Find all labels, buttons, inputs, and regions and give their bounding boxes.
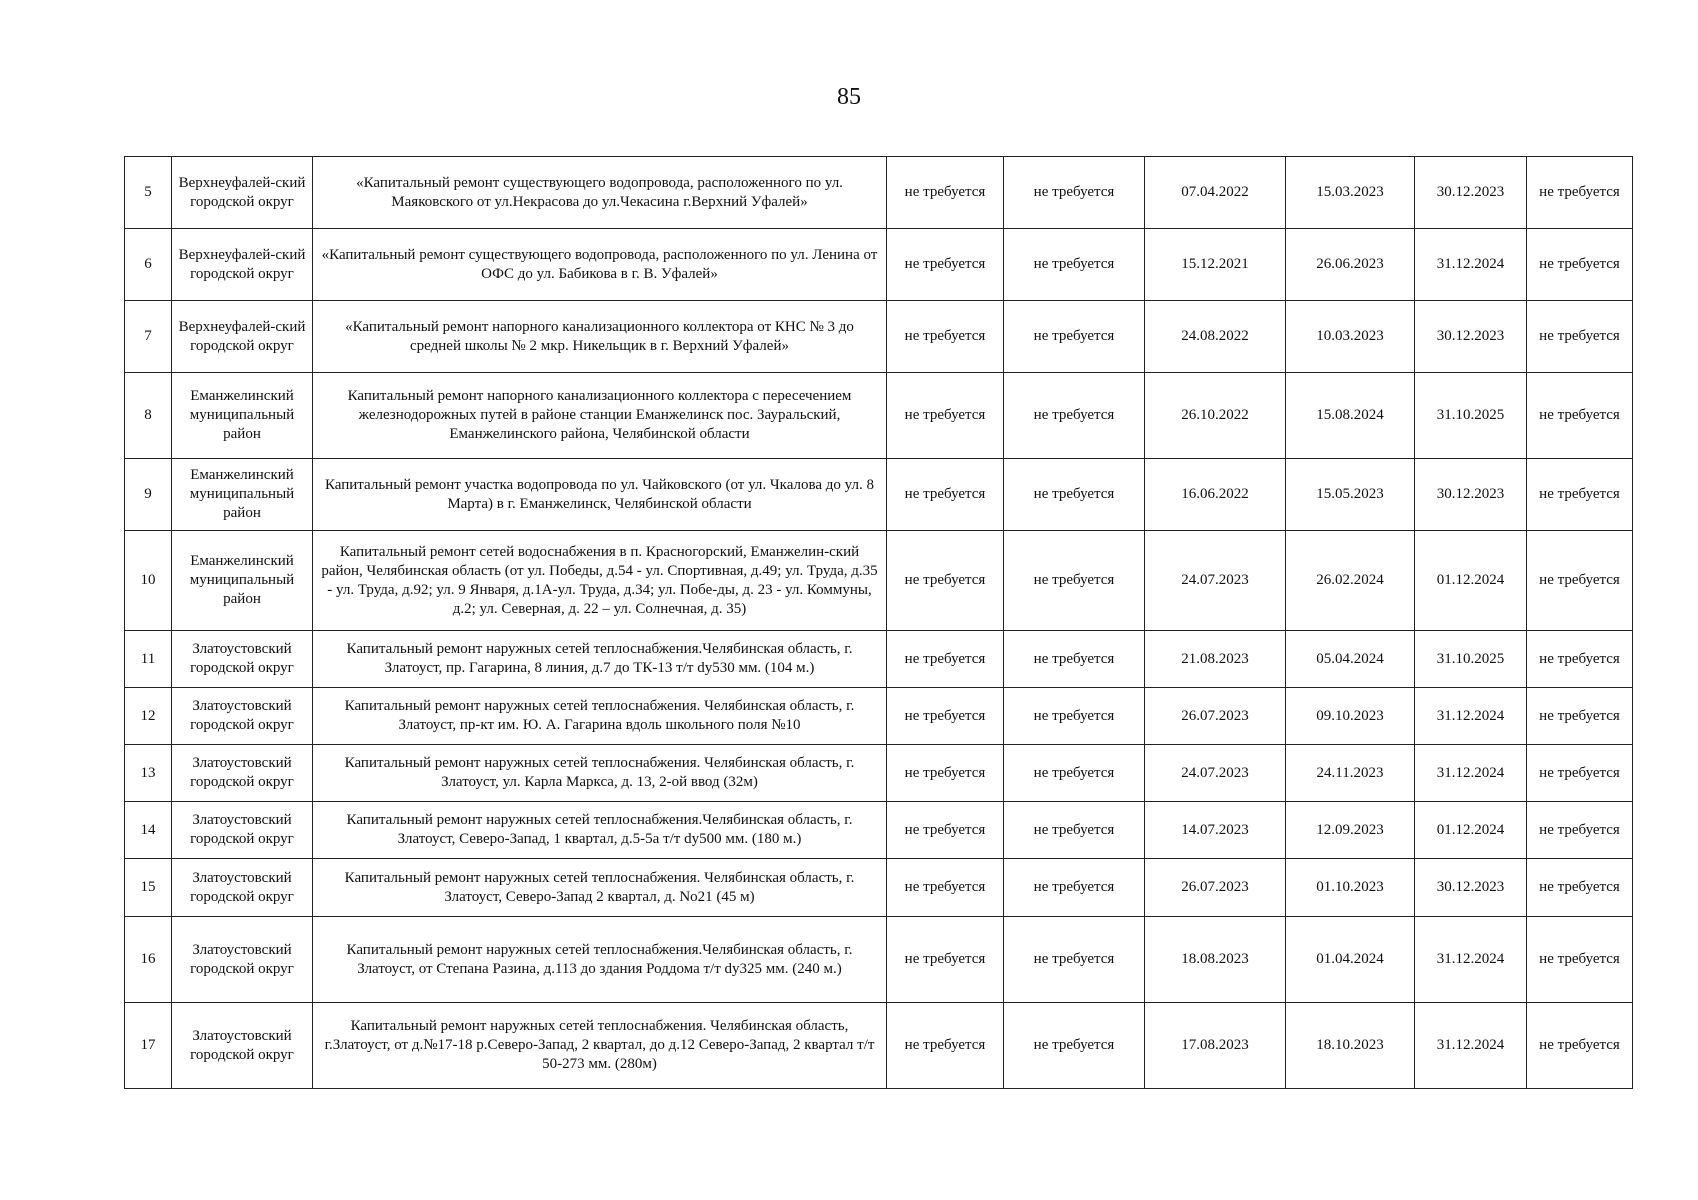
date-cell: 15.05.2023 (1286, 459, 1415, 531)
status-cell: не требуется (887, 688, 1004, 745)
date-cell: 14.07.2023 (1145, 802, 1286, 859)
date-cell: 26.06.2023 (1286, 229, 1415, 301)
status-cell: не требуется (887, 301, 1004, 373)
date-cell: 18.10.2023 (1286, 1003, 1415, 1089)
date-cell: 18.08.2023 (1145, 917, 1286, 1003)
date-cell: 24.07.2023 (1145, 745, 1286, 802)
date-cell: 15.08.2024 (1286, 373, 1415, 459)
status-cell: не требуется (1004, 802, 1145, 859)
description-cell: Капитальный ремонт напорного канализационного коллектора с пересечением железнодорожных путей в районе станции Еманжелинск пос. Зауральский, Еманжелинского района, Челябинской области (313, 373, 887, 459)
table-row (125, 531, 1633, 631)
description-cell: «Капитальный ремонт существующего водопровода, расположенного по ул. Ленина от ОФС до ул. Бабикова в г. В. Уфалей» (313, 229, 887, 301)
date-cell: 26.10.2022 (1145, 373, 1286, 459)
status-cell: не требуется (887, 859, 1004, 917)
date-cell: 15.03.2023 (1286, 157, 1415, 229)
date-cell: 31.12.2024 (1415, 1003, 1527, 1089)
row-number-cell: 14 (125, 802, 172, 859)
date-cell: 16.06.2022 (1145, 459, 1286, 531)
status-cell: не требуется (1004, 157, 1145, 229)
status-cell: не требуется (1527, 1003, 1633, 1089)
description-cell: Капитальный ремонт участка водопровода по ул. Чайковского (от ул. Чкалова до ул. 8 Марта) в г. Еманжелинск, Челябинской области (313, 459, 887, 531)
date-cell: 21.08.2023 (1145, 631, 1286, 688)
date-cell: 24.11.2023 (1286, 745, 1415, 802)
status-cell: не требуется (1004, 917, 1145, 1003)
row-number-cell: 15 (125, 859, 172, 917)
page-number: 85 (837, 84, 861, 110)
municipality-cell: Верхнеуфалей-ский городской округ (172, 301, 313, 373)
row-number-cell: 8 (125, 373, 172, 459)
description-cell: «Капитальный ремонт напорного канализационного коллектора от КНС № 3 до средней школы № 2 мкр. Никельщик в г. Верхний Уфалей» (313, 301, 887, 373)
municipality-cell: Златоустовский городской округ (172, 917, 313, 1003)
status-cell: не требуется (1004, 631, 1145, 688)
row-number-cell: 10 (125, 531, 172, 631)
status-cell: не требуется (1527, 459, 1633, 531)
status-cell: не требуется (1527, 859, 1633, 917)
date-cell: 24.08.2022 (1145, 301, 1286, 373)
municipality-cell: Еманжелинский муниципальный район (172, 373, 313, 459)
status-cell: не требуется (1527, 631, 1633, 688)
date-cell: 07.04.2022 (1145, 157, 1286, 229)
table-row (125, 229, 1633, 301)
status-cell: не требуется (1527, 531, 1633, 631)
table-row (125, 917, 1633, 1003)
description-cell: Капитальный ремонт наружных сетей теплоснабжения. Челябинская область, г. Златоуст, Северо-Запад 2 квартал, д. No21 (45 м) (313, 859, 887, 917)
date-cell: 01.10.2023 (1286, 859, 1415, 917)
date-cell: 31.12.2024 (1415, 745, 1527, 802)
status-cell: не требуется (1004, 373, 1145, 459)
date-cell: 05.04.2024 (1286, 631, 1415, 688)
municipality-cell: Златоустовский городской округ (172, 802, 313, 859)
table-row (125, 802, 1633, 859)
table-row (125, 1003, 1633, 1089)
status-cell: не требуется (1004, 301, 1145, 373)
row-number-cell: 17 (125, 1003, 172, 1089)
table-row (125, 688, 1633, 745)
row-number-cell: 5 (125, 157, 172, 229)
table-row (125, 459, 1633, 531)
table-row (125, 157, 1633, 229)
status-cell: не требуется (887, 745, 1004, 802)
date-cell: 31.12.2024 (1415, 917, 1527, 1003)
status-cell: не требуется (1004, 229, 1145, 301)
municipality-cell: Златоустовский городской округ (172, 631, 313, 688)
row-number-cell: 9 (125, 459, 172, 531)
date-cell: 30.12.2023 (1415, 301, 1527, 373)
status-cell: не требуется (1527, 373, 1633, 459)
status-cell: не требуется (887, 531, 1004, 631)
status-cell: не требуется (887, 917, 1004, 1003)
municipality-cell: Златоустовский городской округ (172, 745, 313, 802)
description-cell: Капитальный ремонт наружных сетей теплоснабжения.Челябинская область, г. Златоуст, пр. Гагарина, 8 линия, д.7 до ТК-13 т/т dy530 мм. (104 м.) (313, 631, 887, 688)
date-cell: 10.03.2023 (1286, 301, 1415, 373)
date-cell: 01.12.2024 (1415, 531, 1527, 631)
status-cell: не требуется (887, 802, 1004, 859)
description-cell: Капитальный ремонт наружных сетей теплоснабжения. Челябинская область, г. Златоуст, пр-кт им. Ю. А. Гагарина вдоль школьного поля №10 (313, 688, 887, 745)
municipality-cell: Еманжелинский муниципальный район (172, 531, 313, 631)
table-row (125, 631, 1633, 688)
date-cell: 30.12.2023 (1415, 157, 1527, 229)
table-body (125, 157, 1633, 1089)
status-cell: не требуется (1527, 157, 1633, 229)
status-cell: не требуется (887, 229, 1004, 301)
date-cell: 31.12.2024 (1415, 229, 1527, 301)
municipality-cell: Златоустовский городской округ (172, 1003, 313, 1089)
date-cell: 09.10.2023 (1286, 688, 1415, 745)
date-cell: 01.04.2024 (1286, 917, 1415, 1003)
status-cell: не требуется (1527, 688, 1633, 745)
status-cell: не требуется (1004, 531, 1145, 631)
date-cell: 01.12.2024 (1415, 802, 1527, 859)
status-cell: не требуется (1004, 745, 1145, 802)
date-cell: 31.10.2025 (1415, 631, 1527, 688)
date-cell: 15.12.2021 (1145, 229, 1286, 301)
table-row (125, 745, 1633, 802)
status-cell: не требуется (1004, 1003, 1145, 1089)
row-number-cell: 11 (125, 631, 172, 688)
status-cell: не требуется (1527, 301, 1633, 373)
status-cell: не требуется (887, 157, 1004, 229)
table-row (125, 301, 1633, 373)
status-cell: не требуется (887, 1003, 1004, 1089)
status-cell: не требуется (1527, 802, 1633, 859)
status-cell: не требуется (887, 459, 1004, 531)
description-cell: Капитальный ремонт сетей водоснабжения в п. Красногорский, Еманжелин-ский район, Челябинская область (от ул. Победы, д.54 - ул. Спортивная, д.49; ул. Труда, д.35 - ул. Труда, д.92; ул. 9 Января, д.1А-ул. Труда, д.34; ул. Побе-ды, д. 23 - ул. Коммуны, д.2; ул. Северная, д. 22 – ул. Солнечная, д. 35) (313, 531, 887, 631)
status-cell: не требуется (1527, 917, 1633, 1003)
date-cell: 26.07.2023 (1145, 859, 1286, 917)
date-cell: 26.07.2023 (1145, 688, 1286, 745)
status-cell: не требуется (887, 631, 1004, 688)
description-cell: Капитальный ремонт наружных сетей теплоснабжения.Челябинская область, г. Златоуст, от Степана Разина, д.113 до здания Роддома т/т dy325 мм. (240 м.) (313, 917, 887, 1003)
date-cell: 24.07.2023 (1145, 531, 1286, 631)
date-cell: 26.02.2024 (1286, 531, 1415, 631)
table-row (125, 859, 1633, 917)
row-number-cell: 12 (125, 688, 172, 745)
date-cell: 30.12.2023 (1415, 459, 1527, 531)
description-cell: Капитальный ремонт наружных сетей теплоснабжения.Челябинская область, г. Златоуст, Северо-Запад, 1 квартал, д.5-5а т/т dy500 мм. (180 м.) (313, 802, 887, 859)
status-cell: не требуется (1527, 229, 1633, 301)
municipality-cell: Златоустовский городской округ (172, 688, 313, 745)
description-cell: Капитальный ремонт наружных сетей теплоснабжения. Челябинская область, г.Златоуст, от д.№17-18 р.Северо-Запад, 2 квартал, до д.12 Северо-Запад, 2 квартал т/т 50-273 мм. (280м) (313, 1003, 887, 1089)
municipality-cell: Златоустовский городской округ (172, 859, 313, 917)
date-cell: 30.12.2023 (1415, 859, 1527, 917)
date-cell: 12.09.2023 (1286, 802, 1415, 859)
municipality-cell: Верхнеуфалей-ский городской округ (172, 157, 313, 229)
date-cell: 31.12.2024 (1415, 688, 1527, 745)
repair-schedule-table (124, 156, 1633, 1089)
status-cell: не требуется (1004, 459, 1145, 531)
description-cell: «Капитальный ремонт существующего водопровода, расположенного по ул. Маяковского от ул.Некрасова до ул.Чекасина г.Верхний Уфалей» (313, 157, 887, 229)
municipality-cell: Еманжелинский муниципальный район (172, 459, 313, 531)
table-row (125, 373, 1633, 459)
row-number-cell: 6 (125, 229, 172, 301)
status-cell: не требуется (1004, 688, 1145, 745)
row-number-cell: 7 (125, 301, 172, 373)
status-cell: не требуется (887, 373, 1004, 459)
municipality-cell: Верхнеуфалей-ский городской округ (172, 229, 313, 301)
date-cell: 31.10.2025 (1415, 373, 1527, 459)
description-cell: Капитальный ремонт наружных сетей теплоснабжения. Челябинская область, г. Златоуст, ул. Карла Маркса, д. 13, 2-ой ввод (32м) (313, 745, 887, 802)
row-number-cell: 13 (125, 745, 172, 802)
date-cell: 17.08.2023 (1145, 1003, 1286, 1089)
row-number-cell: 16 (125, 917, 172, 1003)
status-cell: не требуется (1004, 859, 1145, 917)
status-cell: не требуется (1527, 745, 1633, 802)
